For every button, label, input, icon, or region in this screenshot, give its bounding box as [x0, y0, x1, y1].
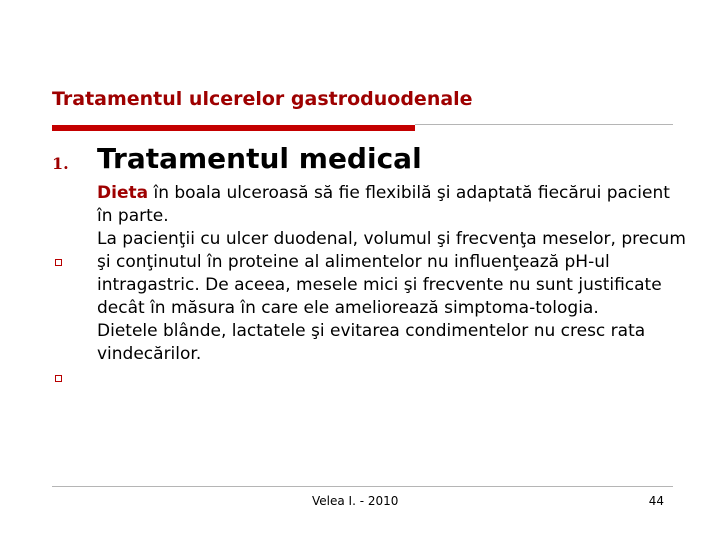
intro-text: în boala ulceroasă să fie flexibilă şi adaptată fiecărui pacient în parte. — [97, 183, 670, 226]
diet-keyword: Dieta — [97, 183, 149, 203]
page-number: 44 — [648, 494, 664, 508]
intro-paragraph — [97, 182, 687, 228]
title-underline-accent — [52, 125, 415, 131]
heading-number: 1. — [52, 154, 69, 173]
slide-title: Tratamentul ulcerelor gastroduodenale — [52, 88, 473, 110]
bullet-item: La pacienţii cu ulcer duodenal, volumul şi frecvenţa meselor, precum şi conţinutul în proteine al alimentelor nu influenţează pH-ul intragastric. De aceea, mesele mici şi frecvente nu sunt justificate decât în măsura în care ele ameliorează simptoma-tologia. — [97, 229, 686, 318]
square-bullet-icon — [55, 375, 62, 382]
body-text — [97, 182, 687, 366]
title-underline-divider — [415, 124, 673, 125]
footer-divider — [52, 486, 673, 487]
section-heading: Tratamentul medical — [97, 142, 422, 175]
square-bullet-icon — [55, 259, 62, 266]
footer-author: Velea I. - 2010 — [312, 494, 399, 508]
bullet-item: Dietele blânde, lactatele şi evitarea condimentelor nu cresc rata vindecărilor. — [97, 321, 646, 364]
